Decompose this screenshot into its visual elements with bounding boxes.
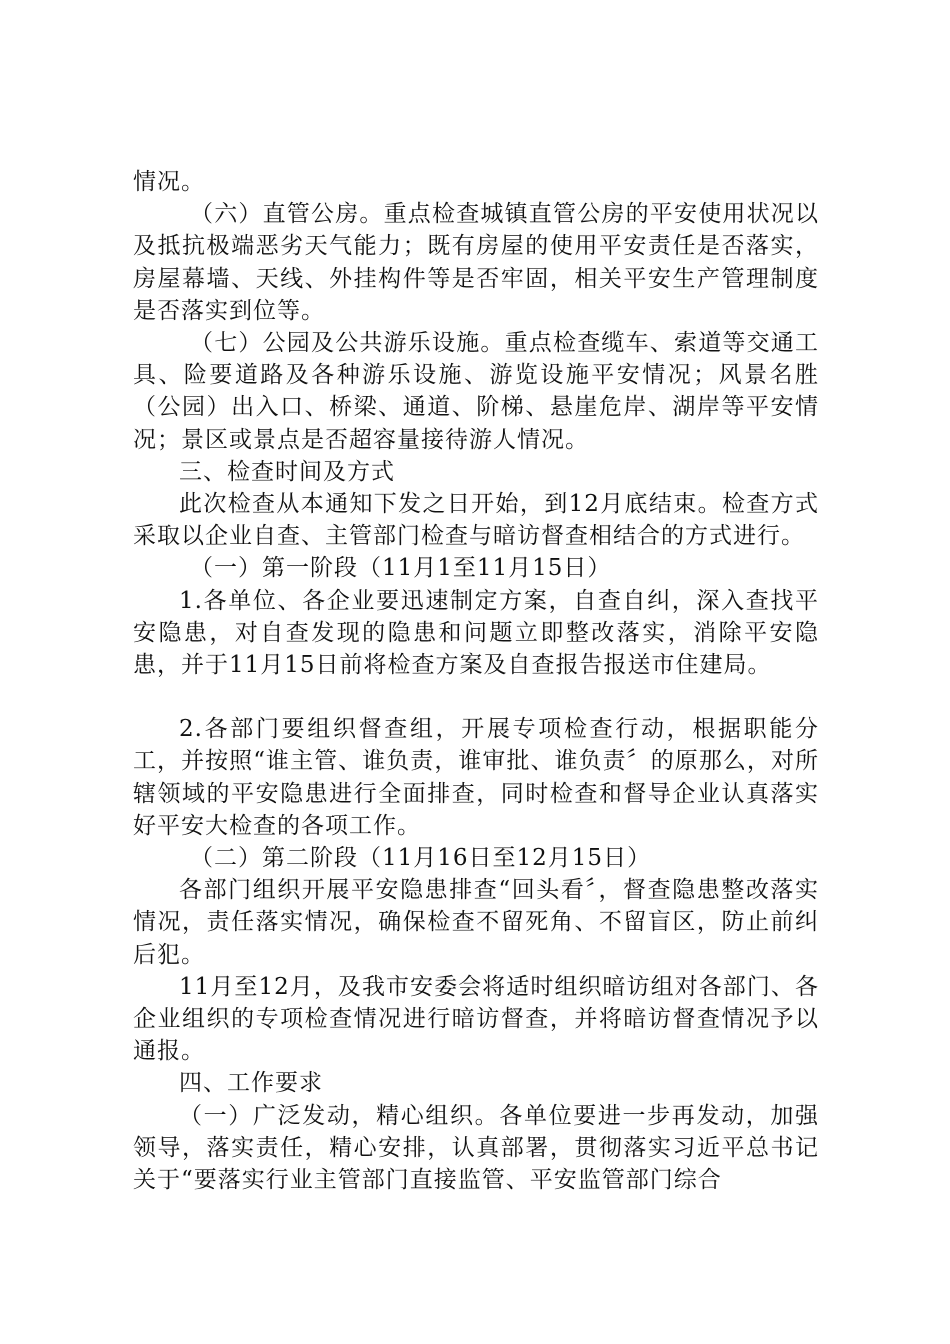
subheading-phase-1: （一）第一阶段（11月1至11月15日） bbox=[190, 555, 612, 582]
paragraph-check-overview: 此次检查从本通知下发之日开始，到12月底结束。检查方式采取以企业自查、主管部门检查与暗访督查相结合的方式进行。 bbox=[133, 491, 819, 550]
heading-check-time-method: 三、检查时间及方式 bbox=[179, 458, 395, 485]
heading-work-requirements: 四、工作要求 bbox=[179, 1070, 323, 1097]
paragraph-phase-1-item-2: 2.各部门要组织督查组，开展专项检查行动，根据职能分工，并按照“谁主管、谁负责，谁审批、谁负责〞的原那么，对所辖领域的平安隐患进行全面排查，同时检查和督导企业认真落实好平安大检查的各项工作。 bbox=[133, 716, 819, 839]
paragraph-section-7: （七）公园及公共游乐设施。重点检查缆车、索道等交通工具、险要道路及各种游乐设施、游览设施平安情况；风景名胜（公园）出入口、桥梁、通道、阶梯、悬崖危岸、湖岸等平安情况；景区或景点是否超容量接待游人情况。 bbox=[133, 330, 819, 453]
paragraph-continuation: 情况。 bbox=[133, 169, 205, 195]
subheading-phase-2: （二）第二阶段（11月16日至12月15日） bbox=[190, 845, 652, 872]
paragraph-section-6: （六）直管公房。重点检查城镇直管公房的平安使用状况以及抵抗极端恶劣天气能力；既有房屋的使用平安责任是否落实，房屋幕墙、天线、外挂构件等是否牢固，相关平安生产管理制度是否落实到位等。 bbox=[133, 201, 819, 324]
paragraph-phase-2-review: 各部门组织开展平安隐患排查“回头看〞，督查隐患整改落实情况，责任落实情况，确保检查不留死角、不留盲区，防止前纠后犯。 bbox=[133, 877, 819, 968]
paragraph-requirement-1: （一）广泛发动，精心组织。各单位要进一步再发动，加强领导，落实责任，精心安排，认真部署，贯彻落实习近平总书记关于“要落实行业主管部门直接监管、平安监管部门综合 bbox=[133, 1102, 819, 1194]
paragraph-phase-1-item-1: 1.各单位、各企业要迅速制定方案，自查自纠，深入查找平安隐患，对自查发现的隐患和问题立即整改落实，消除平安隐患，并于11月15日前将检查方案及自查报告报送市住建局。 bbox=[133, 587, 819, 679]
blank-line bbox=[133, 681, 819, 713]
paragraph-phase-2-inspection: 11月至12月，及我市安委会将适时组织暗访组对各部门、各企业组织的专项检查情况进行暗访督查，并将暗访督查情况予以通报。 bbox=[133, 973, 819, 1065]
document-body bbox=[133, 166, 819, 1196]
